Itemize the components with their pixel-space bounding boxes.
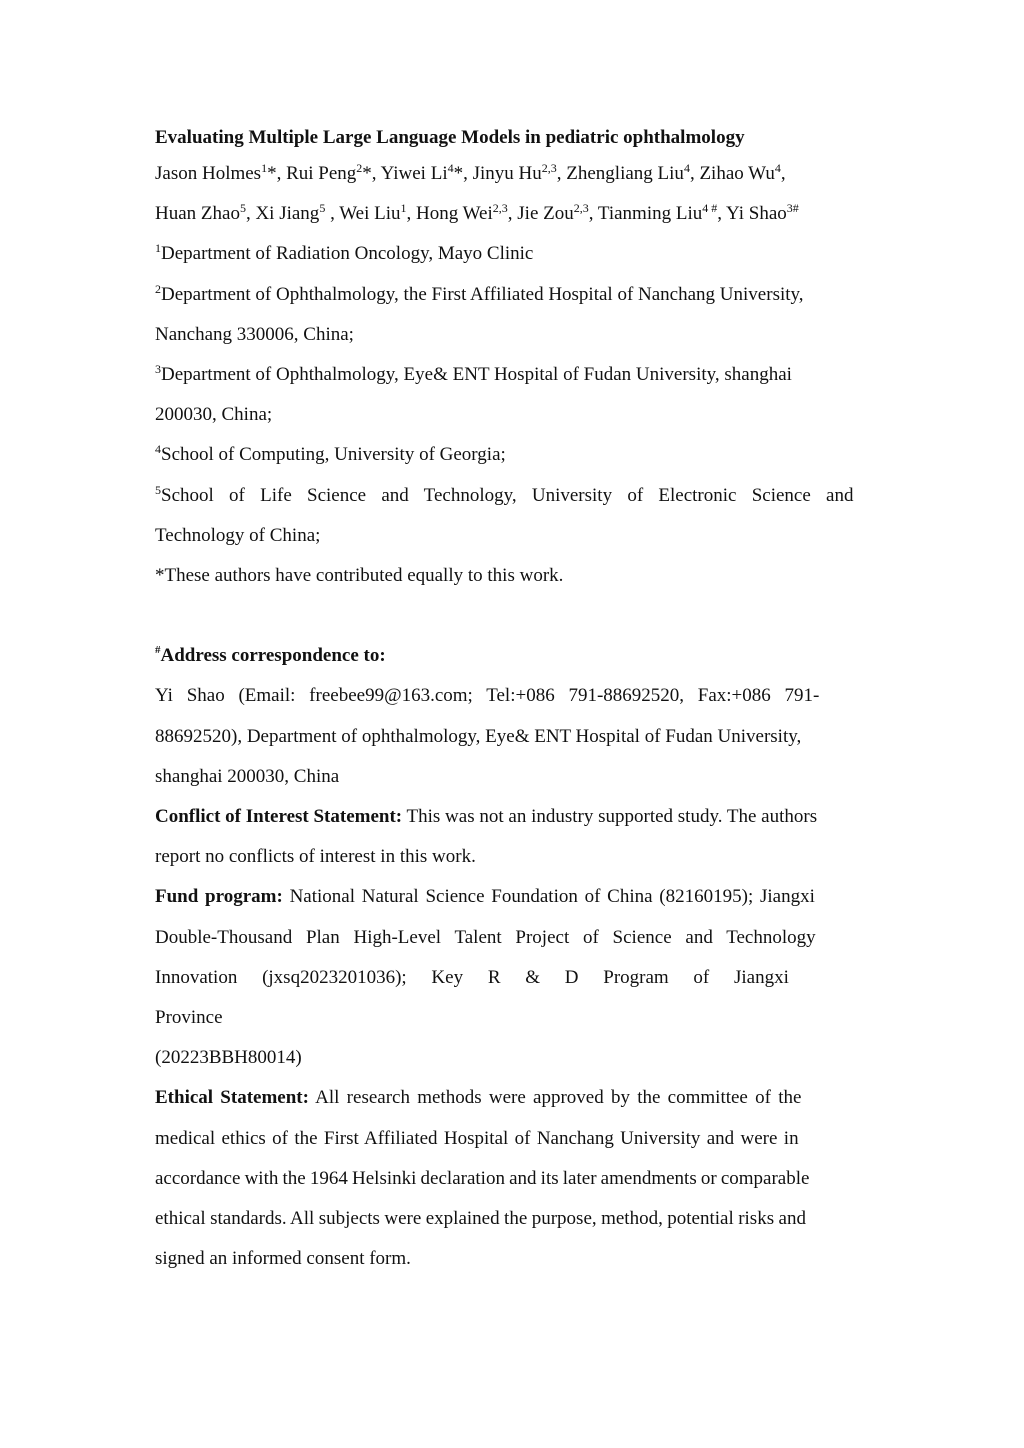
affiliation-3-continuation: 200030, China; <box>155 404 273 426</box>
ethical-statement <box>155 1078 869 1118</box>
paper-page <box>155 122 869 1279</box>
affiliation-text: Department of Ophthalmology, the First Affiliated Hospital of Nanchang University, <box>161 283 804 305</box>
ethical-statement-line-4: ethical standards. All subjects were explained the purpose, method, potential risks and <box>155 1208 806 1230</box>
author-name: Yi Shao <box>726 203 787 225</box>
fund-label: Fund program: <box>155 886 283 908</box>
correspondence-heading <box>155 636 869 676</box>
section-spacer <box>155 596 869 636</box>
correspondence-text: Yi Shao (Email: freebee99@163.com; Tel:+086 791-88692520, Fax:+086 791- <box>155 685 820 707</box>
fund-program-line-4: (20223BBH80014) <box>155 1047 302 1069</box>
ethical-statement-line-5: signed an informed consent form. <box>155 1248 411 1270</box>
author-affiliation-sup: 4 <box>683 161 690 175</box>
author-name: Jie Zou <box>517 203 574 225</box>
ethical-statement-line-2: medical ethics of the First Affiliated Hospital of Nanchang University and were in <box>155 1127 799 1149</box>
correspondence-heading-text: Address correspondence to: <box>160 645 386 667</box>
affiliation-text: Department of Ophthalmology, Eye& ENT Hospital of Fudan University, shanghai <box>161 364 792 386</box>
affiliation-2-continuation: Nanchang 330006, China; <box>155 323 354 345</box>
affiliation-number: 3 <box>155 362 161 377</box>
affiliation-4 <box>155 435 869 475</box>
author-affiliation-sup: 1 <box>261 161 268 175</box>
author-affiliation-sup: 2,3 <box>492 201 508 216</box>
author-affiliation-sup: 5 <box>239 201 246 216</box>
affiliation-1 <box>155 234 869 274</box>
author-name: Zhengliang Liu <box>566 163 684 184</box>
author-name: Huan Zhao <box>155 203 240 225</box>
affiliation-5-continuation: Technology of China; <box>155 524 321 546</box>
fund-text: National Natural Science Foundation of China (82160195); Jiangxi <box>282 886 815 908</box>
author-name: Wei Liu <box>339 203 401 225</box>
conflict-text: This was not an industry supported study. The authors <box>402 806 818 828</box>
conflict-label: Conflict of Interest Statement: <box>155 806 403 828</box>
author-name: Xi Jiang <box>255 203 320 225</box>
correspondence-line-1 <box>155 676 869 716</box>
ethical-statement-line-3: accordance with the 1964 Helsinki declaration and its later amendments or comparable <box>155 1167 810 1189</box>
affiliation-text: School of Computing, University of Georgia; <box>161 444 506 466</box>
ethical-text: All research methods were approved by the committee of the <box>308 1087 802 1109</box>
author-mark: * <box>267 163 277 184</box>
affiliation-5 <box>155 476 869 516</box>
author-mark: * <box>453 163 464 184</box>
author-affiliation-sup: 4 <box>774 161 781 175</box>
author-affiliation-sup: 5 <box>319 201 326 216</box>
author-affiliation-sup: 4 # <box>702 201 718 216</box>
affiliation-text: Department of Radiation Oncology, Mayo Clinic <box>161 243 534 265</box>
author-name: Zihao Wu <box>699 163 775 184</box>
fund-program-line-2: Double-Thousand Plan High-Level Talent Project of Science and Technology <box>155 926 816 948</box>
author-name: Rui Peng <box>286 163 357 184</box>
author-affiliation-sup: 2,3 <box>573 201 589 216</box>
affiliation-number: 4 <box>155 442 161 457</box>
correspondence-mark: # <box>155 644 161 657</box>
author-list-line-2: Huan Zhao$^5$, Xi Jiang$^5$ , Wei Liu$^1$, Hong Wei$^{2,3}$, Jie Zou$^{2,3}$, Tianming Liu$^{4 \#}$, Yi Shao$^{3\#}$ <box>155 201 799 225</box>
author-name: Yiwei Li <box>380 163 448 184</box>
conflict-statement-continuation: report no conflicts of interest in this work. <box>155 846 476 868</box>
author-name: Jason Holmes <box>155 163 262 184</box>
fund-program <box>155 877 869 917</box>
author-name: Hong Wei <box>416 203 493 225</box>
affiliation-text: School of Life Science and Technology, University of Electronic Science and <box>161 484 854 506</box>
author-affiliation-sup: 4 <box>447 161 454 175</box>
affiliation-number: 1 <box>155 241 161 256</box>
affiliation-3 <box>155 355 869 395</box>
paper-title: Evaluating Multiple Large Language Models in pediatric ophthalmology <box>155 127 745 148</box>
author-name: Jinyu Hu <box>472 163 542 184</box>
author-affiliation-sup: 2 <box>356 161 363 175</box>
affiliation-number: 5 <box>155 482 161 497</box>
fund-program-line-3: Innovation (jxsq2023201036); Key R & D Program of Jiangxi Province <box>155 966 789 1029</box>
author-affiliation-sup: 2,3 <box>541 161 557 175</box>
equal-contribution-note: *These authors have contributed equally to this work. <box>155 565 564 587</box>
author-affiliation-sup: 1 <box>400 201 407 216</box>
author-mark: * <box>362 163 372 184</box>
author-name: Tianming Liu <box>597 203 703 225</box>
affiliation-number: 2 <box>155 281 161 296</box>
conflict-statement <box>155 797 869 837</box>
correspondence-line-3: shanghai 200030, China <box>155 765 340 787</box>
author-list-line-1: Jason Holmes$^1$*, Rui Peng$^2$*, Yiwei Li$^4$*, Jinyu Hu$^{2,3}$, Zhengliang Liu$^4$, Zihao Wu$^4$, <box>155 161 786 184</box>
affiliation-2 <box>155 275 869 315</box>
correspondence-line-2: 88692520), Department of ophthalmology, Eye& ENT Hospital of Fudan University, <box>155 725 802 747</box>
author-affiliation-sup: 3# <box>786 201 799 216</box>
ethical-label: Ethical Statement: <box>155 1087 309 1109</box>
